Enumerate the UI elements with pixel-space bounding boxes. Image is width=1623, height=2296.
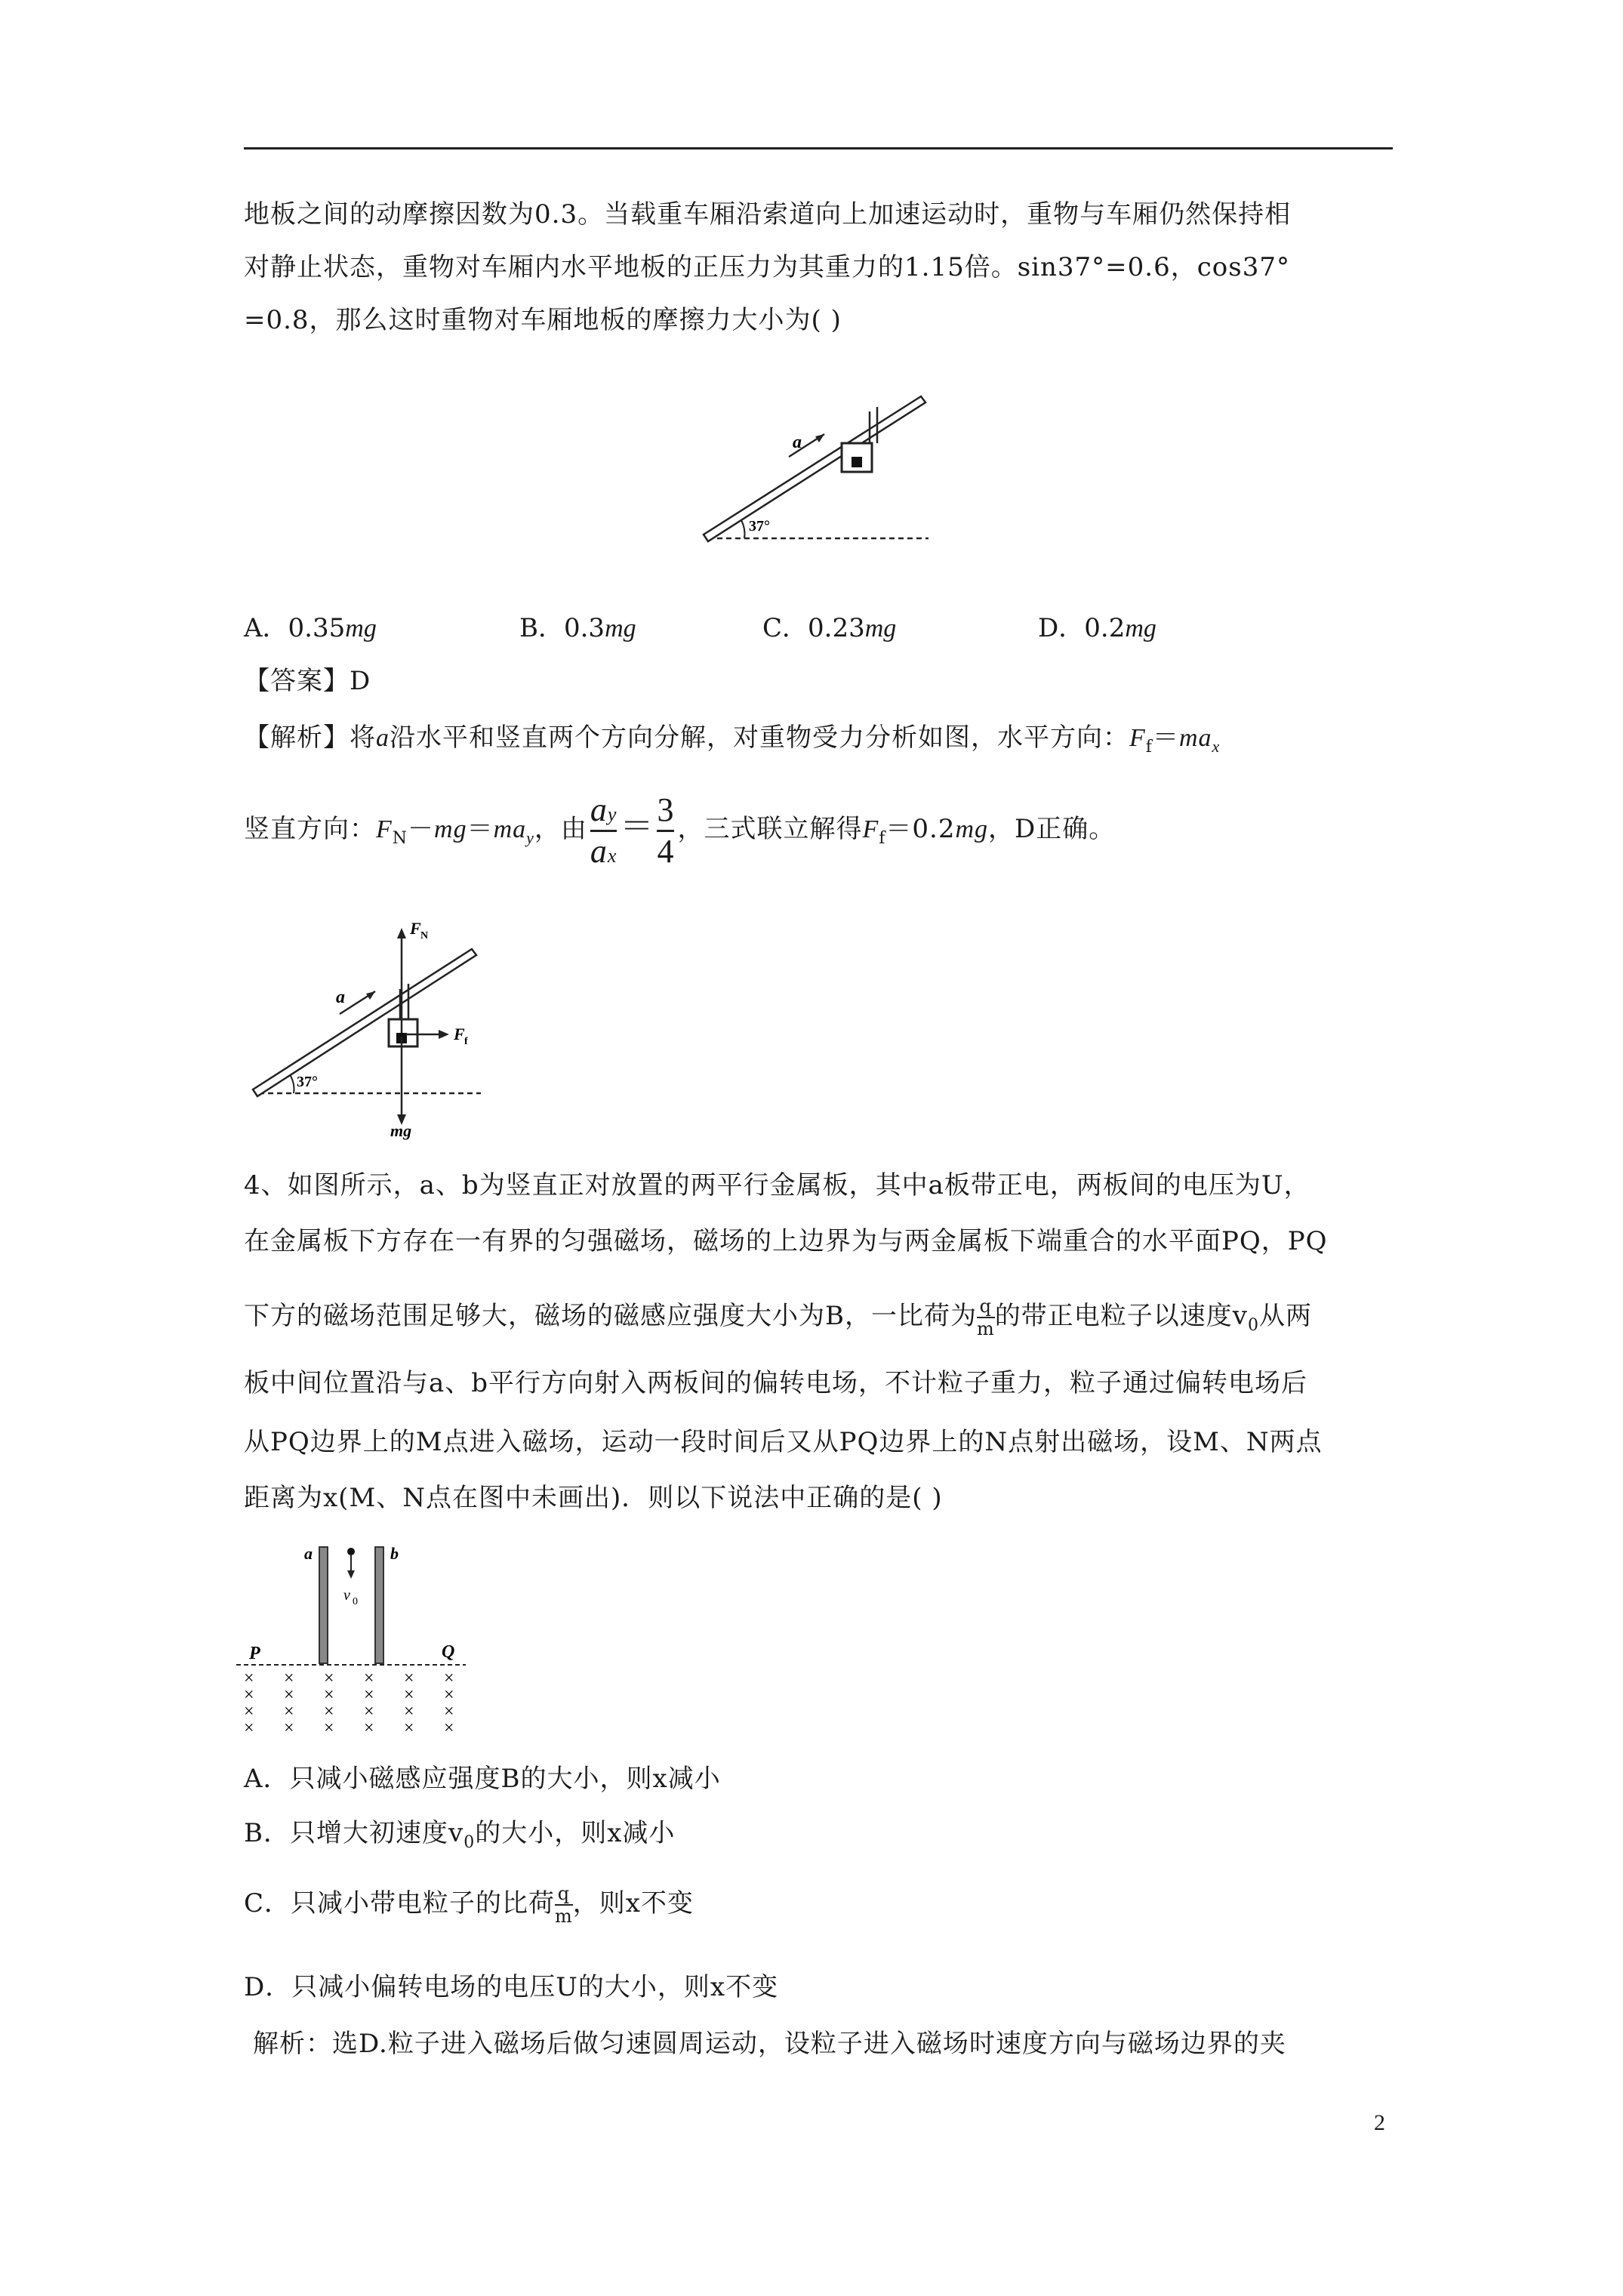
page-number: 2: [1374, 2110, 1385, 2135]
field-cross: ×: [364, 1702, 374, 1721]
q-over-m-fraction: $\frac{q}{m}$: [976, 1296, 995, 1339]
field-cross: ×: [324, 1718, 334, 1738]
q3-answer: 【答案】D: [244, 666, 371, 696]
q-over-m-fraction-c: $\frac{q}{m}$: [555, 1883, 573, 1927]
q3-line-2: 对静止状态，重物对车厢内水平地板的正压力为其重力的1.15倍。sin37°=0.6，cos37°: [244, 252, 1290, 282]
fn-label: F: [410, 919, 421, 938]
field-cross: ×: [324, 1702, 334, 1721]
magnetic-field-crosses: [244, 1669, 454, 1738]
plate-a-label: a: [304, 1544, 313, 1563]
v0-label: v: [343, 1587, 350, 1604]
force-diagram-figure: [245, 917, 487, 1140]
field-cross: ×: [244, 1718, 254, 1738]
q4-option-d: D．只减小偏转电场的电压U的大小，则x不变: [244, 1972, 779, 2002]
q-label: Q: [442, 1642, 455, 1662]
field-cross: ×: [404, 1702, 414, 1721]
fig1-angle-label: 37°: [749, 518, 770, 535]
q3-option-c: C．0.23mg: [762, 613, 897, 643]
q4-option-b: B．只增大初速度$v_0$的大小，则x减小: [244, 1818, 676, 1852]
p-label: P: [249, 1644, 260, 1663]
q3-line-1: 地板之间的动摩擦因数为0.3。当载重车厢沿索道向上加速运动时，重物与车厢仍然保持相: [244, 199, 1292, 230]
incline-figure-1: [694, 381, 936, 551]
fig2-angle-label: 37°: [297, 1074, 318, 1090]
fn-sub: N: [420, 930, 429, 942]
q3-line-3: =0.8，那么这时重物对车厢地板的摩擦力大小为( ): [244, 305, 842, 335]
field-cross: ×: [324, 1669, 334, 1688]
header-rule: [244, 147, 1393, 149]
field-cross: ×: [284, 1718, 294, 1738]
q3-option-b: B．0.3mg: [519, 613, 636, 643]
field-cross: ×: [324, 1685, 334, 1705]
field-cross: ×: [444, 1685, 454, 1705]
plates-field-figure: [230, 1536, 487, 1740]
q4-option-c: C．只减小带电粒子的比荷 $\frac{q}{m}$ ，则x不变: [244, 1883, 694, 1927]
fig2-a-label: a: [336, 988, 345, 1007]
field-cross: ×: [404, 1685, 414, 1705]
q4-line-2: 在金属板下方存在一有界的匀强磁场，磁场的上边界为与两金属板下端重合的水平面PQ，PQ: [244, 1226, 1328, 1256]
q3-option-d: D．0.2mg: [1038, 613, 1156, 643]
fig1-a-label: a: [793, 433, 802, 452]
field-cross: ×: [444, 1702, 454, 1721]
q3-analysis-line-2: 竖直方向：$F_N-mg=ma_y$，由 $\frac{ay}{ax}$ ＝ $\frac{3}{4}$ ，三式联立解得$F_f=0.2mg$，D正确。: [244, 791, 1116, 870]
field-cross: ×: [244, 1702, 254, 1721]
q4-line-4: 板中间位置沿与a、b平行方向射入两板间的偏转电场，不计粒子重力，粒子通过偏转电场后: [244, 1368, 1308, 1398]
field-cross: ×: [244, 1685, 254, 1705]
field-cross: ×: [364, 1718, 374, 1738]
plate-b-label: b: [390, 1544, 399, 1563]
three-quarters-fraction: $\frac{3}{4}$: [657, 791, 675, 870]
field-cross: ×: [364, 1669, 374, 1688]
q3-option-a: A．0.35mg: [244, 613, 377, 643]
ff-sub: f: [464, 1036, 468, 1047]
q4-analysis: 解析：选D.粒子进入磁场后做匀速圆周运动，设粒子进入磁场时速度方向与磁场边界的夹: [253, 2029, 1286, 2059]
field-cross: ×: [244, 1669, 254, 1688]
field-cross: ×: [404, 1718, 414, 1738]
q4-line-6: 距离为x(M、N点在图中未画出)．则以下说法中正确的是( ): [244, 1483, 943, 1513]
field-cross: ×: [444, 1669, 454, 1688]
mg-label: mg: [390, 1121, 412, 1140]
q4-line-1: 4、如图所示，a、b为竖直正对放置的两平行金属板，其中a板带正电，两板间的电压为U，: [244, 1170, 1310, 1200]
ff-label: F: [454, 1025, 465, 1043]
q3-analysis-line-1: 【解析】将a沿水平和竖直两个方向分解，对重物受力分析如图，水平方向：$F_f=ma_x$: [244, 723, 1221, 757]
q4-option-a: A．只减小磁感应强度B的大小，则x减小: [244, 1764, 721, 1794]
field-cross: ×: [284, 1685, 294, 1705]
ay-over-ax-fraction: $\frac{ay}{ax}$: [590, 791, 617, 870]
q4-line-5: 从PQ边界上的M点进入磁场，运动一段时间后又从PQ边界上的N点射出磁场，设M、N两点: [244, 1427, 1323, 1457]
field-cross: ×: [444, 1718, 454, 1738]
field-cross: ×: [284, 1702, 294, 1721]
q4-line-3: 下方的磁场范围足够大，磁场的磁感应强度大小为B，一比荷为 $\frac{q}{m}$ 的带正电粒子以速度$v_0$从两: [244, 1296, 1312, 1339]
v0-sub: 0: [353, 1596, 358, 1607]
field-cross: ×: [284, 1669, 294, 1688]
field-cross: ×: [364, 1685, 374, 1705]
field-cross: ×: [404, 1669, 414, 1688]
